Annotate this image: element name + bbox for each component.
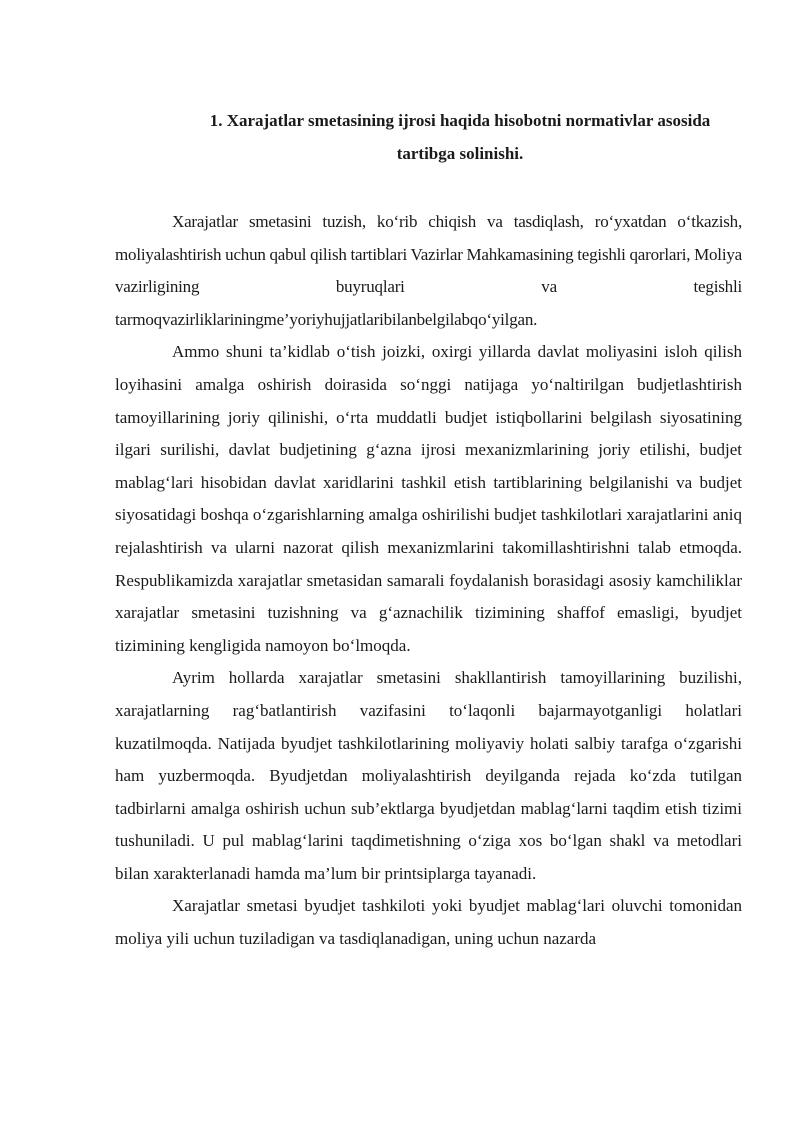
- paragraph-1: Xarajatlar smetasini tuzish, ko‘rib chiqish va tasdiqlash, ro‘yxatdan o‘tkazish, moliyalashtirish uchun qabul qilish tartiblari Vazirlar Mahkamasining tegishli qarorlari, Moliya vazirligining buyruqlari va tegishli tarmoqvazirliklariningme’yoriyhujjatlaribilanbelgilabqo‘yilgan.: [115, 212, 742, 329]
- paragraph-2: Ammo shuni ta’kidlab o‘tish joizki, oxirgi yillarda davlat moliyasini isloh qilish loyihasini amalga oshirish doirasida so‘nggi natijaga yo‘naltirilgan budjetlashtirish tamoyillarining joriy qilinishi, o‘rta muddatli budjet istiqbollarini belgilash siyosatining ilgari surilishi, davlat budjetining g‘azna ijrosi mexanizmlarining joriy etilishi, budjet mablag‘lari hisobidan davlat xaridlarini tashkil etish tartiblarining belgilanishi va budjet siyosatidagi boshqa o‘zgarishlarning amalga oshirilishi budjet tashkilotlari xarajatlarini aniq rejalashtirish va ularni nazorat qilish mexanizmlarini takomillashtirishni talab etmoqda. Respublikamizda xarajatlar smetasidan samarali foydalanish borasidagi asosiy kamchiliklar xarajatlar smetasini tuzishning va g‘aznachilik tizimining shaffof emasligi, byudjet tizimining kengligida namoyon bo‘lmoqda.: [115, 342, 742, 655]
- body-text: [115, 206, 742, 956]
- section-heading-line-2: tartibga solinishi.: [396, 144, 524, 163]
- section-heading: [150, 104, 770, 170]
- section-heading-line-1: 1. Xarajatlar smetasining ijrosi haqida hisobotni normativlar asosida: [209, 111, 711, 130]
- paragraph-3: Ayrim hollarda xarajatlar smetasini shakllantirish tamoyillarining buzilishi, xarajatlarning rag‘batlantirish vazifasini to‘laqonli bajarmayotganligi holatlari kuzatilmoqda. Natijada byudjet tashkilotlarining moliyaviy holati salbiy tarafga o‘zgarishi ham yuzbermoqda. Byudjetdan moliyalashtirish deyilganda rejada ko‘zda tutilgan tadbirlarni amalga oshirish uchun sub’ektlarga byudjetdan mablag‘larni taqdim etish tizimi tushuniladi. U pul mablag‘larini taqdimetishning o‘ziga xos bo‘lgan shakl va metodlari bilan xarakterlanadi hamda ma’lum bir printsiplarga tayanadi.: [115, 668, 742, 883]
- paragraph-4: Xarajatlar smetasi byudjet tashkiloti yoki byudjet mablag‘lari oluvchi tomonidan moliya yili uchun tuziladigan va tasdiqlanadigan, uning uchun nazarda: [115, 896, 742, 949]
